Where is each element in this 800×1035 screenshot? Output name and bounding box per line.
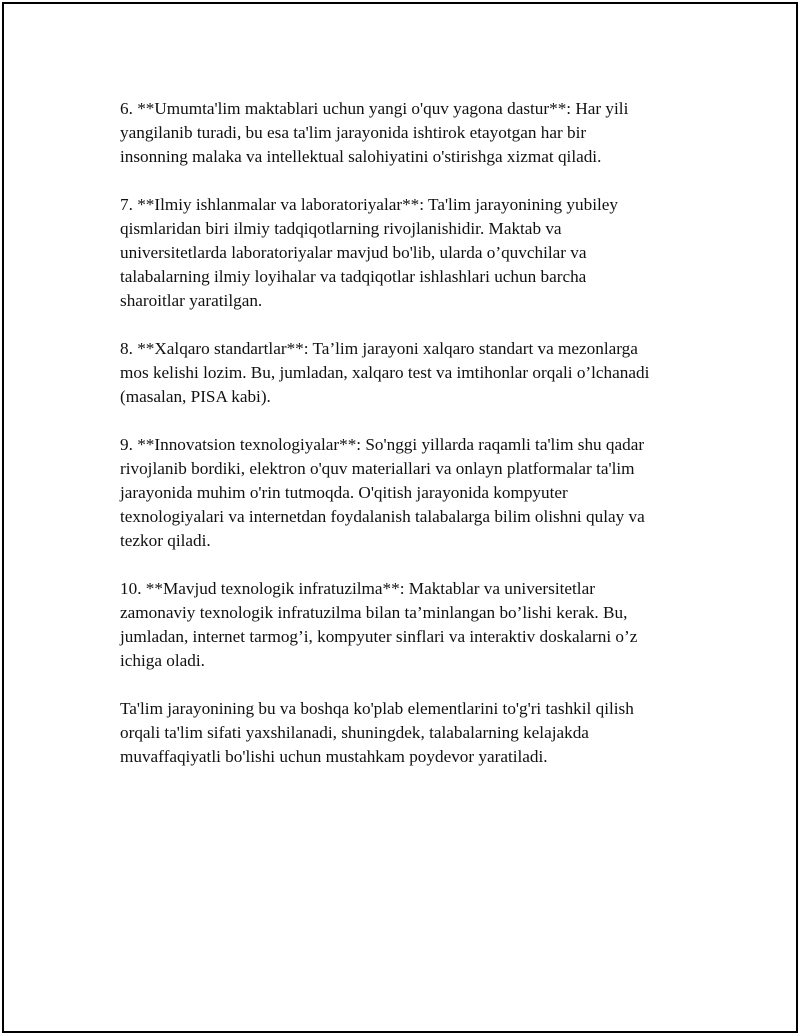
text-line: muvaffaqiyatli bo'lishi uchun mustahkam poydevor yaratiladi. <box>120 747 548 766</box>
paragraph-item-6 <box>120 97 710 169</box>
text-line: 9. **Innovatsion texnologiyalar**: So'nggi yillarda raqamli ta'lim shu qadar <box>120 435 645 454</box>
text-line: jarayonida muhim o'rin tutmoqda. O'qitish jarayonida kompyuter <box>120 483 568 502</box>
text-line: ichiga oladi. <box>120 651 205 670</box>
text-line: qismlaridan biri ilmiy tadqiqotlarning rivojlanishidir. Maktab va <box>120 219 562 238</box>
text-line: Ta'lim jarayonining bu va boshqa ko'plab elementlarini to'g'ri tashkil qilish <box>120 699 634 718</box>
text-line: sharoitlar yaratilgan. <box>120 291 263 310</box>
text-line: 8. **Xalqaro standartlar**: Ta’lim jarayoni xalqaro standart va mezonlarga <box>120 339 638 358</box>
text-line: zamonaviy texnologik infratuzilma bilan ta’minlangan bo’lishi kerak. Bu, <box>120 603 628 622</box>
paragraph-item-9 <box>120 433 710 553</box>
text-line: talabalarning ilmiy loyihalar va tadqiqotlar ishlashlari uchun barcha <box>120 267 587 286</box>
text-line: 7. **Ilmiy ishlanmalar va laboratoriyalar**: Ta'lim jarayonining yubiley <box>120 195 618 214</box>
text-line: universitetlarda laboratoriyalar mavjud bo'lib, ularda o’quvchilar va <box>120 243 587 262</box>
paragraph-item-10 <box>120 577 710 673</box>
text-line: jumladan, internet tarmog’i, kompyuter sinflari va interaktiv doskalarni o’z <box>120 627 638 646</box>
text-line: yangilanib turadi, bu esa ta'lim jarayonida ishtirok etayotgan har bir <box>120 123 587 142</box>
paragraph-item-7 <box>120 193 710 313</box>
text-line: texnologiyalari va internetdan foydalanish talabalarga bilim olishni qulay va <box>120 507 645 526</box>
paragraph-item-8 <box>120 337 710 409</box>
text-line: tezkor qiladi. <box>120 531 211 550</box>
text-line: (masalan, PISA kabi). <box>120 387 271 406</box>
text-line: 6. **Umumta'lim maktablari uchun yangi o'quv yagona dastur**: Har yili <box>120 99 629 118</box>
text-line: orqali ta'lim sifati yaxshilanadi, shuningdek, talabalarning kelajakda <box>120 723 589 742</box>
document-body <box>120 97 710 793</box>
page-frame <box>2 2 798 1033</box>
text-line: rivojlanib bordiki, elektron o'quv materiallari va onlayn platformalar ta'lim <box>120 459 635 478</box>
text-line: 10. **Mavjud texnologik infratuzilma**: Maktablar va universitetlar <box>120 579 595 598</box>
paragraph-conclusion <box>120 697 710 769</box>
text-line: mos kelishi lozim. Bu, jumladan, xalqaro test va imtihonlar orqali o’lchanadi <box>120 363 650 382</box>
text-line: insonning malaka va intellektual salohiyatini o'stirishga xizmat qiladi. <box>120 147 602 166</box>
